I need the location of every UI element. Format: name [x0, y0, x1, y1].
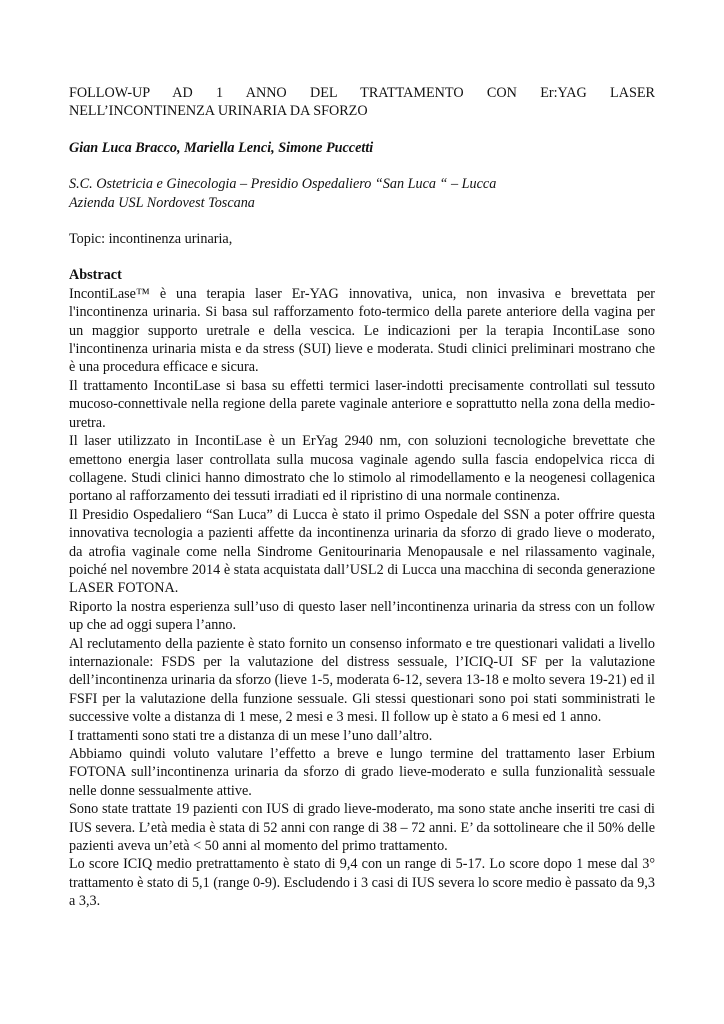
abstract-paragraph: IncontiLase™ è una terapia laser Er-YAG innovativa, unica, non invasiva e brevettata per l'incontinenza urinaria. Si basa sul rafforzamento foto-termico della parete anteriore della vagina per un maggior supporto uretrale e della vescica. Le indicazioni per la terapia IncontiLase sono l'incontinenza urinaria mista e da stress (SUI) lieve e moderata. Studi clinici preliminari mostrano che è una procedura efficace e sicura.	[69, 285, 655, 376]
document-page	[69, 84, 655, 911]
affiliation-line-1: S.C. Ostetricia e Ginecologia – Presidio Ospedaliero “San Luca “ – Lucca	[69, 176, 497, 193]
abstract-body	[69, 285, 655, 911]
abstract-paragraph: Il trattamento IncontiLase si basa su effetti termici laser-indotti precisamente controllati sul tessuto mucoso-connettivale nella regione della parete vaginale anteriore e soprattutto nella zona della medio-uretra.	[69, 377, 655, 431]
affiliation-line-2: Azienda USL Nordovest Toscana	[69, 194, 255, 211]
abstract-paragraph: Sono state trattate 19 pazienti con IUS di grado lieve-moderato, ma sono state anche inseriti tre casi di IUS severa. L’età media è stata di 52 anni con range di 38 – 72 anni. E’ da sottolineare che il 50% delle pazienti aveva un’età < 50 anni al momento del primo trattamento.	[69, 801, 655, 855]
title-line-1: FOLLOW-UP AD 1 ANNO DEL TRATTAMENTO CON Er:YAG LASER	[69, 85, 655, 101]
abstract-paragraph: Il Presidio Ospedaliero “San Luca” di Lucca è stato il primo Ospedale del SSN a poter offrire questa innovativa tecnologia a pazienti affette da incontinenza urinaria da sforzo di grado lieve o moderato, da atrofia vaginale come nella Sindrome Genitourinaria Menopausale e nel rilassamento vaginale, poiché nel novembre 2014 è stata acquistata dall’USL2 di Lucca una macchina di seconda generazione LASER FOTONA.	[69, 506, 655, 597]
abstract-heading: Abstract	[69, 267, 122, 284]
topic: Topic: incontinenza urinaria,	[69, 231, 233, 248]
abstract-paragraph: Riporto la nostra esperienza sull’uso di questo laser nell’incontinenza urinaria da stress con un follow up che ad oggi supera l’anno.	[69, 598, 655, 634]
abstract-paragraph: I trattamenti sono stati tre a distanza di un mese l’uno dall’altro.	[69, 727, 433, 744]
abstract-paragraph: Il laser utilizzato in IncontiLase è un ErYag 2940 nm, con soluzioni tecnologiche brevettate che emettono energia laser controllata sulla mucosa vaginale agendo sulla fascia endopelvica ricca di collagene. Studi clinici hanno dimostrato che lo stimolo al rimodellamento e la neogenesi collagenica portano al rafforzamento dei tessuti irradiati ed il ripristino di una normale continenza.	[69, 433, 655, 505]
title-line-2: NELL’INCONTINENZA URINARIA DA SFORZO	[69, 103, 368, 120]
abstract-paragraph: Al reclutamento della paziente è stato fornito un consenso informato e tre questionari validati a livello internazionale: FSDS per la valutazione del distress sessuale, l’ICIQ-UI SF per la valutazione dell’incontinenza urinaria da sforzo (lieve 1-5, moderata 6-12, severa 13-18 e molto severa 19-21) ed il FSFI per la valutazione della funzione sessuale. Gli stessi questionari sono poi stati somministrati le successive volte a distanza di 1 mese, 2 mesi e 3 mesi. Il follow up è stato a 6 mesi ed 1 anno.	[69, 635, 655, 726]
abstract-paragraph: Lo score ICIQ medio pretrattamento è stato di 9,4 con un range di 5-17. Lo score dopo 1 mese dal 3° trattamento è stato di 5,1 (range 0-9). Escludendo i 3 casi di IUS severa lo score medio è passato da 9,3 a 3,3.	[69, 856, 655, 910]
authors: Gian Luca Bracco, Mariella Lenci, Simone Puccetti	[69, 139, 374, 156]
abstract-paragraph: Abbiamo quindi voluto valutare l’effetto a breve e lungo termine del trattamento laser Erbium FOTONA sull’incontinenza urinaria da sforzo di grado lieve-moderato e sulla funzionalità sessuale nelle donne sessualmente attive.	[69, 746, 655, 799]
affiliation	[69, 175, 655, 212]
